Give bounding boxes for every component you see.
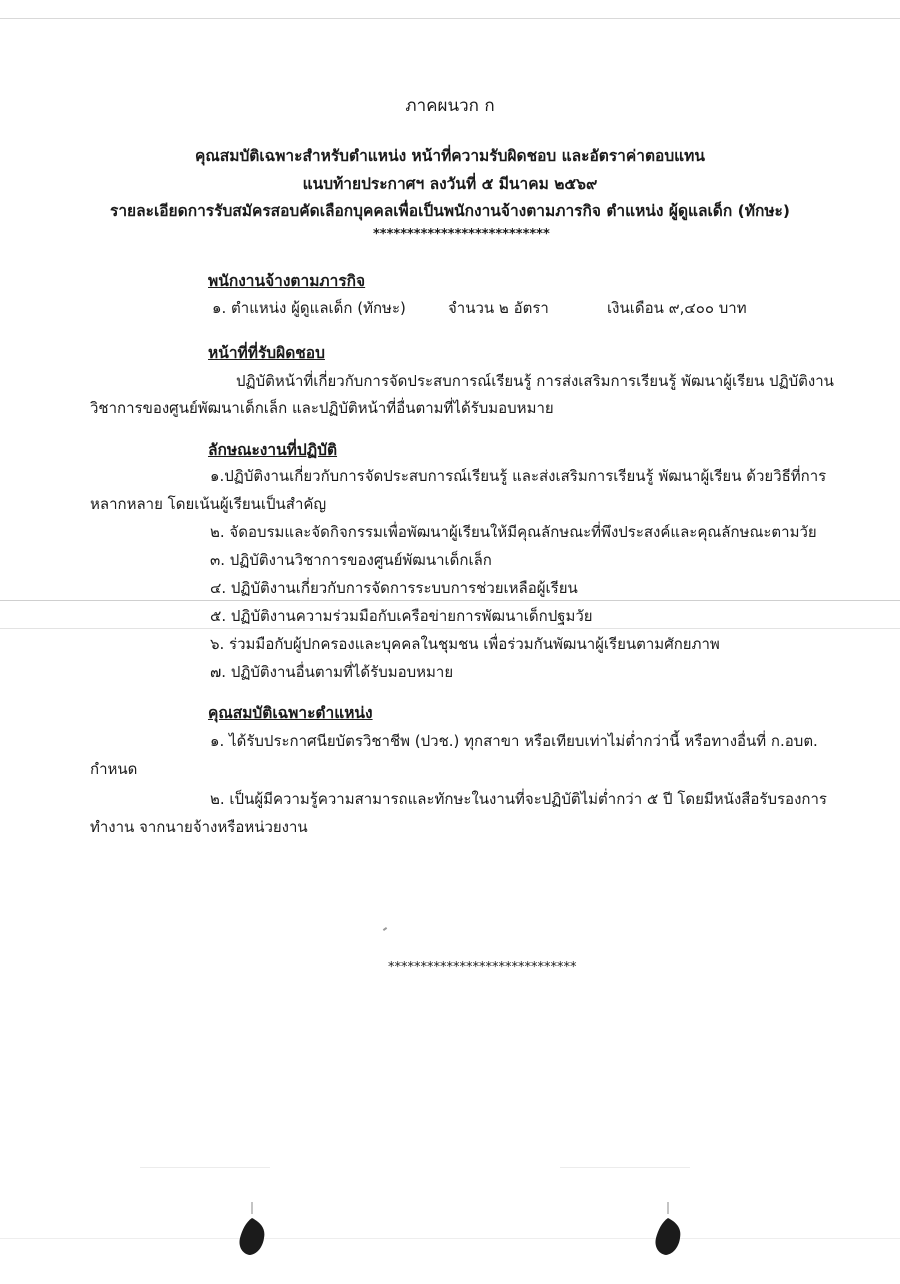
scan-line — [0, 628, 900, 629]
work-item: ๖. ร่วมมือกับผู้ปกครองและบุคคลในชุมชน เพื่อร่วมกันพัฒนาผู้เรียนตามศักยภาพ — [210, 635, 720, 653]
position-line: ๑. ตำแหน่ง ผู้ดูแลเด็ก (ทักษะ) — [212, 299, 406, 317]
section-heading-responsibility: หน้าที่ที่รับผิดชอบ — [208, 344, 325, 362]
work-item-1-line-1: ๑.ปฏิบัติงานเกี่ยวกับการจัดประสบการณ์เรียนรู้ และส่งเสริมการเรียนรู้ พัฒนาผู้เรียน ด้วยวิธีที่การ — [210, 467, 827, 485]
qualification-item-1-line-2: กำหนด — [90, 760, 138, 778]
position-salary: เงินเดือน ๙,๔๐๐ บาท — [607, 299, 747, 317]
scan-line — [0, 18, 900, 19]
position-count: จำนวน ๒ อัตรา — [448, 299, 549, 317]
work-item: ๗. ปฏิบัติงานอื่นตามที่ได้รับมอบหมาย — [210, 663, 454, 681]
section-heading-work: ลักษณะงานที่ปฏิบัติ — [208, 441, 338, 459]
qualification-item-2-line-2: ทำงาน จากนายจ้างหรือหน่วยงาน — [90, 818, 308, 836]
scan-line — [0, 1238, 900, 1239]
qualification-item-1-line-1: ๑. ได้รับประกาศนียบัตรวิชาชีพ (ปวช.) ทุกสาขา หรือเทียบเท่าไม่ต่ำกว่านี้ หรือทางอื่นที่ ก.อบต. — [210, 732, 818, 750]
scan-speck — [383, 927, 387, 931]
scan-line — [0, 600, 900, 601]
punch-hole-left — [232, 1200, 272, 1260]
work-item: ๓. ปฏิบัติงานวิชาการของศูนย์พัฒนาเด็กเล็ก — [210, 551, 492, 569]
work-item: ๔. ปฏิบัติงานเกี่ยวกับการจัดการระบบการช่วยเหลือผู้เรียน — [210, 579, 578, 597]
page-title: ภาคผนวก ก — [405, 96, 495, 116]
responsibility-line-2: วิชาการของศูนย์พัฒนาเด็กเล็ก และปฏิบัติหน้าที่อื่นตามที่ได้รับมอบหมาย — [90, 399, 554, 417]
header-line-3: รายละเอียดการรับสมัครสอบคัดเลือกบุคคลเพื่อเป็นพนักงานจ้างตามภารกิจ ตำแหน่ง ผู้ดูแลเด็ก (ทักษะ) — [110, 202, 790, 220]
footer-separator-stars: ***************************** — [388, 960, 577, 975]
header-line-1: คุณสมบัติเฉพาะสำหรับตำแหน่ง หน้าที่ความรับผิดชอบ และอัตราค่าตอบแทน — [195, 147, 705, 165]
qualification-item-2-line-1: ๒. เป็นผู้มีความรู้ความสามารถและทักษะในงานที่จะปฏิบัติไม่ต่ำกว่า ๕ ปี โดยมีหนังสือรับรองการ — [210, 790, 827, 808]
header-line-2: แนบท้ายประกาศฯ ลงวันที่ ๕ มีนาคม ๒๕๖๙ — [302, 175, 598, 193]
section-heading-qualification: คุณสมบัติเฉพาะตำแหน่ง — [208, 704, 373, 722]
section-heading-employee: พนักงานจ้างตามภารกิจ — [208, 272, 366, 290]
work-item: ๒. จัดอบรมและจัดกิจกรรมเพื่อพัฒนาผู้เรียนให้มีคุณลักษณะที่พึงประสงค์และคุณลักษณะตามวัย — [210, 523, 817, 541]
scan-line — [560, 1167, 690, 1168]
responsibility-line-1: ปฏิบัติหน้าที่เกี่ยวกับการจัดประสบการณ์เรียนรู้ การส่งเสริมการเรียนรู้ พัฒนาผู้เรียน ปฏิบัติงาน — [236, 372, 834, 390]
punch-hole-right — [648, 1200, 688, 1260]
work-item: ๕. ปฏิบัติงานความร่วมมือกับเครือข่ายการพัฒนาเด็กปฐมวัย — [210, 607, 593, 625]
work-item-1-line-2: หลากหลาย โดยเน้นผู้เรียนเป็นสำคัญ — [90, 495, 327, 513]
scan-line — [140, 1167, 270, 1168]
header-separator-stars: ************************** — [373, 227, 550, 242]
